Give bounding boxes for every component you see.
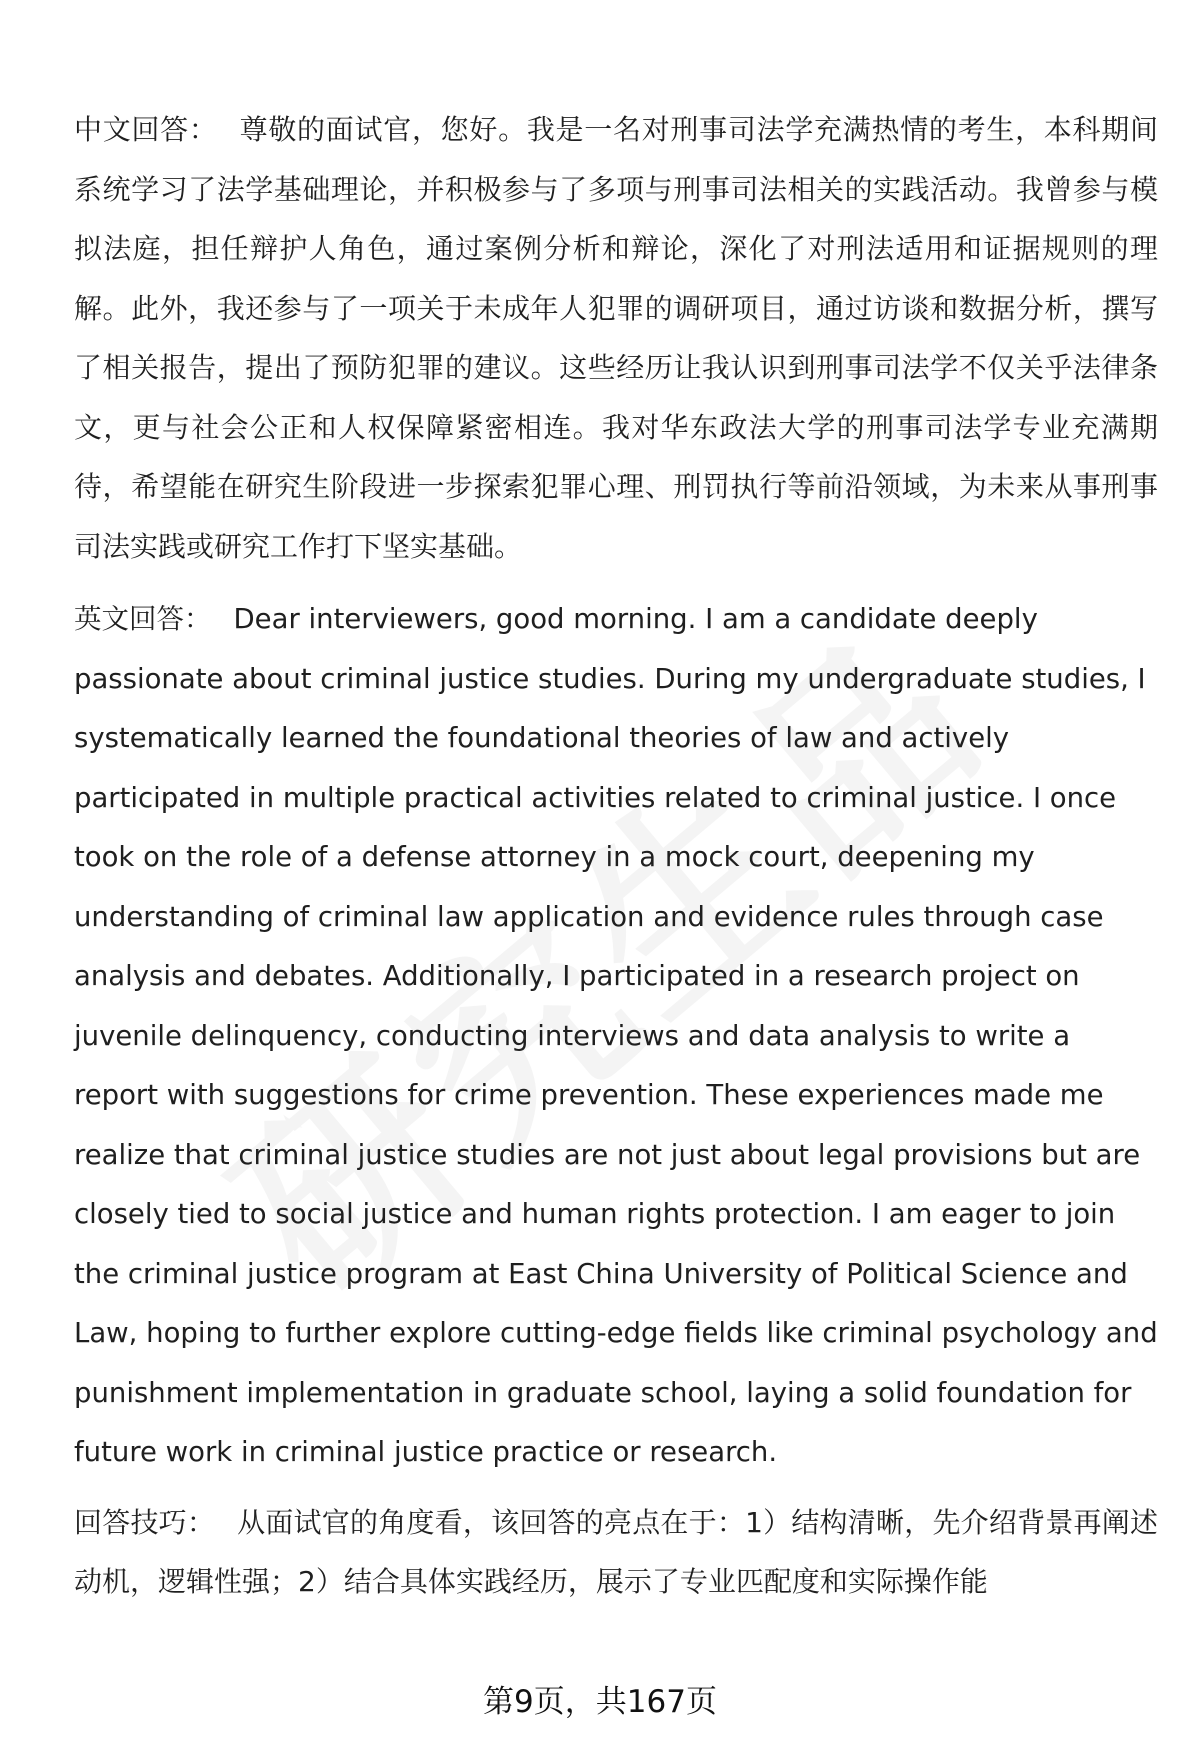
english-answer-text: Dear interviewers, good morning. I am a candidate deeply passionate about criminal justice studies. During my undergraduate studies, I systematically learned the foundational theories of law and actively participated in multiple practical activities related to criminal justice. I once took on the role of a defense attorney in a mock court, deepening my understanding of criminal law application and evidence rules through case analysis and debates. Additionally, I participated in a research project on juvenile delinquency, conducting interviews and data analysis to write a report with suggestions for crime prevention. These experiences made me realize that criminal justice studies are not just about legal provisions but are closely tied to social justice and human rights protection. I am eager to join the criminal justice program at East China University of Political Science and Law, hoping to further explore cutting-edge fields like criminal psychology and punishment implementation in graduate school, laying a solid foundation for future work in criminal justice practice or research. bbox=[74, 603, 1158, 1468]
tips-label: 回答技巧： bbox=[74, 1505, 216, 1539]
chinese-answer-paragraph bbox=[74, 100, 1158, 576]
english-answer-label: 英文回答： bbox=[74, 603, 212, 635]
chinese-answer-text: 尊敬的面试官，您好。我是一名对刑事司法学充满热情的考生，本科期间系统学习了法学基础理论，并积极参与了多项与刑事司法相关的实践活动。我曾参与模拟法庭，担任辩护人角色，通过案例分析和辩论，深化了对刑法适用和证据规则的理解。此外，我还参与了一项关于未成年人犯罪的调研项目，通过访谈和数据分析，撰写了相关报告，提出了预防犯罪的建议。这些经历让我认识到刑事司法学不仅关乎法律条文，更与社会公正和人权保障紧密相连。我对华东政法大学的刑事司法学专业充满期待，希望能在研究生阶段进一步探索犯罪心理、刑罚执行等前沿领域，为未来从事刑事司法实践或研究工作打下坚实基础。 bbox=[74, 113, 1158, 563]
tips-paragraph bbox=[74, 1493, 1158, 1612]
document-body bbox=[74, 100, 1158, 1612]
chinese-answer-label: 中文回答： bbox=[74, 113, 218, 146]
english-answer-paragraph bbox=[74, 590, 1158, 1483]
tips-text: 从面试官的角度看，该回答的亮点在于：1）结构清晰，先介绍背景再阐述动机，逻辑性强；2）结合具体实践经历，展示了专业匹配度和实际操作能 bbox=[74, 1505, 1158, 1598]
page-number: 第9页，共167页 bbox=[483, 1684, 717, 1720]
